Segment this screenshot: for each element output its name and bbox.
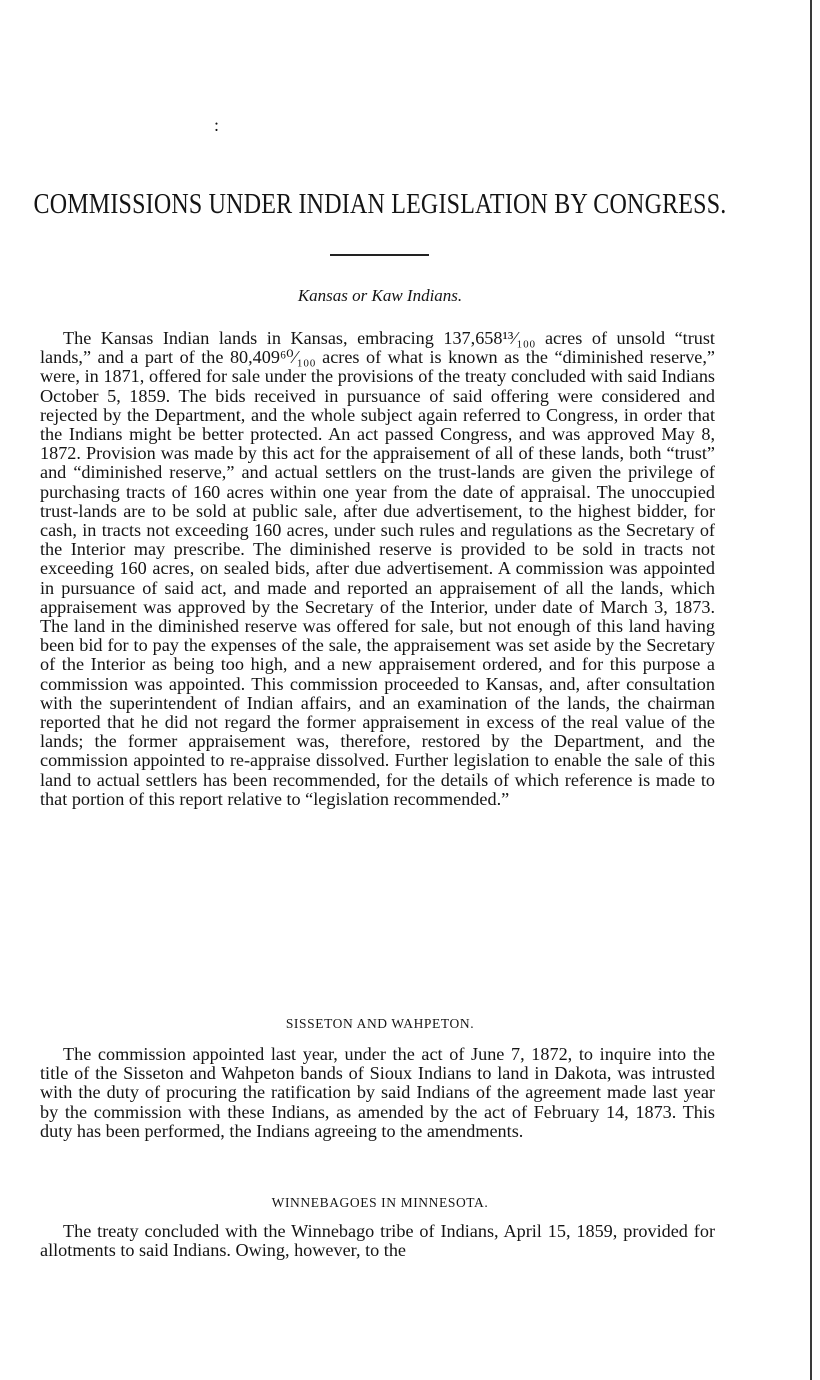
page-edge: [810, 0, 812, 1380]
paragraph-kansas: The Kansas Indian lands in Kansas, embracing 137,658¹³⁄₁₀₀ acres of unsold “trust lands,” and a part of the 80,409⁶⁰⁄₁₀₀ acres of what is known as the “diminished reserve,” were, in 1871, offered for sale under the provisions of the treaty concluded with said Indians October 5, 1859. The bids received in pursuance of said offering were considered and rejected by the Department, and the whole subject again referred to Congress, in order that the Indians might be better protected. An act passed Congress, and was approved May 8, 1872. Provision was made by this act for the appraisement of all of these lands, both “trust” and “diminished reserve,” and actual settlers on the trust-lands are given the privilege of purchasing tracts of 160 acres within one year from the date of appraisal. The unoccupied trust-lands are to be sold at public sale, after due advertisement, to the highest bidder, for cash, in tracts not exceeding 160 acres, under such rules and regulations as the Secretary of the Interior may prescribe. The diminished reserve is provided to be sold in tracts not exceeding 160 acres, on sealed bids, after due advertisement. A commission was appointed in pursuance of said act, and made and reported an appraisement of all the lands, which appraisement was approved by the Secretary of the Interior, under date of March 3, 1873. The land in the diminished reserve was offered for sale, but not enough of this land having been bid for to pay the expenses of the sale, the appraisement was set aside by the Secretary of the Interior as being too high, and a new appraisement ordered, and for this purpose a commission was appointed. This commission proceeded to Kansas, and, after consultation with the superintendent of Indian affairs, and an examination of the lands, the chairman reported that he did not regard the former appraisement in excess of the real value of the lands; the former appraisement was, therefore, restored by the Department, and the commission appointed to re-appraise dissolved. Further legislation to enable the sale of this land to actual settlers has been recommended, for the details of which reference is made to that portion of this report relative to “legislation recommended.”: [40, 328, 715, 809]
page-speck: :: [214, 115, 220, 135]
section-heading-winnebago: WINNEBAGOES IN MINNESOTA.: [271, 1195, 489, 1210]
section-heading-kansas: Kansas or Kaw Indians.: [297, 286, 463, 305]
paragraph-winnebago: The treaty concluded with the Winnebago tribe of Indians, April 15, 1859, provided for allotments to said Indians. Owing, however, to the: [40, 1221, 715, 1261]
section-heading-sisseton: SISSETON AND WAHPETON.: [285, 1016, 475, 1031]
title-divider: [330, 254, 429, 256]
paragraph-sisseton: The commission appointed last year, under the act of June 7, 1872, to inquire into the title of the Sisseton and Wahpeton bands of Sioux Indians to land in Dakota, was intrusted with the duty of procuring the ratification by said Indians of the agreement made last year by the commission with these Indians, as amended by the act of February 14, 1873. This duty has been performed, the Indians agreeing to the amendments.: [40, 1044, 715, 1141]
page-title: COMMISSIONS UNDER INDIAN LEGISLATION BY CONGRESS.: [33, 189, 727, 221]
